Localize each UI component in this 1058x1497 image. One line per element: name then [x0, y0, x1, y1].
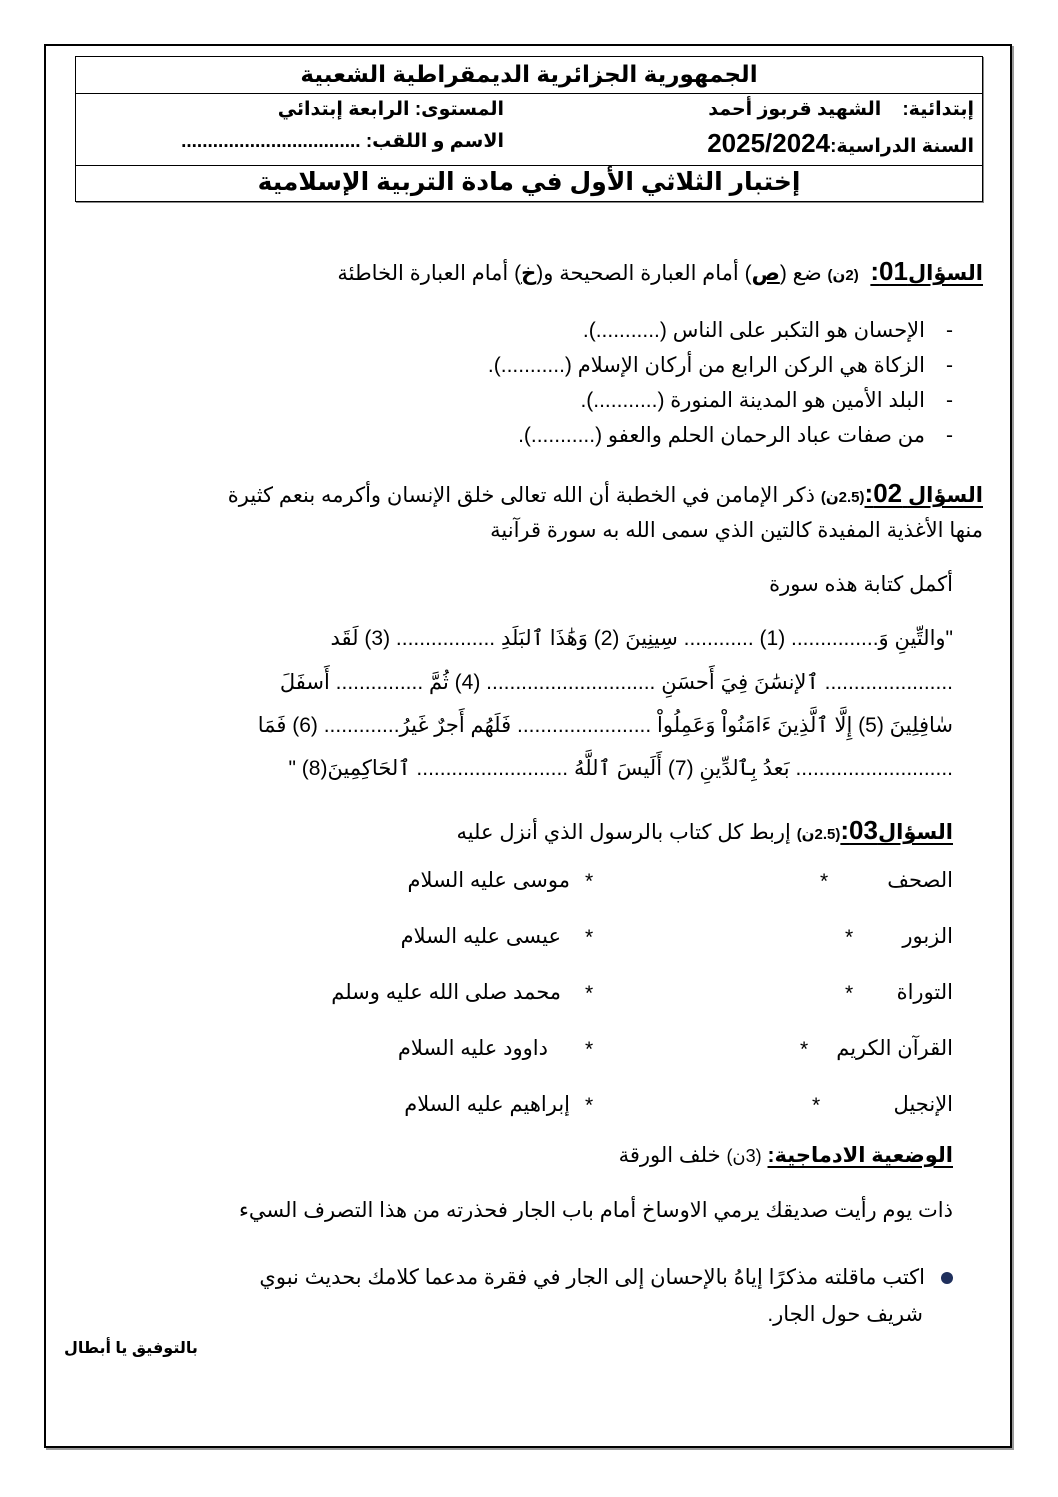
q1-instruction-c: ) أمام العبارة الخاطئة [337, 262, 522, 285]
q1-number: 01 [879, 256, 908, 286]
situation-task [259, 1265, 953, 1290]
situation-task-line2: شريف حول الجار. [767, 1303, 923, 1326]
q2-number: 02 [873, 478, 903, 508]
q3-title [840, 815, 953, 845]
book-star[interactable]: * [845, 982, 854, 1005]
q1-item-text: البلد الأمين هو المدينة المنورة (...........). [580, 389, 925, 412]
q2-title [864, 478, 983, 508]
header-row-exam-title [76, 166, 982, 201]
q2-text-line2: منها الأغذية المفيدة كالتين الذي سمى الله به سورة قرآنية [490, 519, 983, 542]
q1-item [518, 423, 953, 448]
q2-text-line1: ذكر الإمامن في الخطبة أن الله تعالى خلق الإنسان وأكرمه بنعم كثيرة [227, 484, 815, 507]
year-line [707, 128, 974, 159]
exam-title: إختبار الثلاثي الأول في مادة التربية الإسلامية [257, 168, 801, 196]
book-item: الزبور [902, 925, 953, 948]
header-row-info [76, 94, 982, 166]
book-star[interactable]: * [812, 1094, 821, 1117]
q3-instruction: إربط كل كتاب بالرسول الذي أنزل عليه [456, 821, 791, 844]
surah-line: سٰافِلِينَ (5) إِلَّا ٱلَّذِينَ ءَامَنُواْ وَعَمِلُواْ ....................... فَلَهُم أَجرٌ غَيرُ............. (6) فَمَا [257, 714, 953, 737]
name-blank[interactable]: .................................. [181, 131, 361, 152]
book-item: التوراة [896, 981, 953, 1004]
situation-scenario: ذات يوم رأيت صديقك يرمي الاوساخ أمام باب الجار فحذرته من هذا التصرف السيء [239, 1199, 953, 1222]
surah-line: ...................... ٱلإنسَٰنَ فِيَ أَحسَنِ ............................. (4) ثُمَّ ............... أَسفَلَ [279, 671, 953, 694]
name-label: الاسم و اللقب: [365, 131, 504, 152]
q1-colon: : [870, 256, 880, 286]
dash-bullet: - [946, 389, 953, 412]
q3-title-word: السؤال [877, 821, 953, 844]
book-item: الإنجيل [893, 1093, 953, 1116]
q3-points: (2.5ن) [796, 826, 841, 843]
q2-colon: : [864, 478, 874, 508]
messenger-star[interactable]: * [585, 1094, 594, 1117]
q3-colon: : [840, 815, 850, 845]
q1-item [580, 388, 953, 413]
messenger-star[interactable]: * [585, 870, 594, 893]
dash-bullet: - [946, 354, 953, 377]
school-label: إبتدائية: [902, 99, 974, 120]
header-table [75, 56, 983, 202]
year-value: 2025/2024 [707, 128, 831, 158]
q1-item-text: الإحسان هو التكبر على الناس (...........). [582, 319, 925, 342]
messenger-item: عيسى عليه السلام [400, 925, 561, 948]
situation-points: (3ن) [726, 1146, 762, 1166]
q3-number: 03 [849, 815, 878, 845]
dash-bullet: - [946, 319, 953, 342]
name-line [181, 130, 504, 153]
book-item: الصحف [887, 869, 953, 892]
q1-instruction-b: ) أمام العبارة الصحيحة و( [536, 262, 752, 285]
q1-points: (2ن) [827, 267, 859, 284]
q1-title-word: السؤال [907, 262, 983, 285]
q1-item [488, 353, 953, 378]
book-star[interactable]: * [800, 1038, 809, 1061]
messenger-star[interactable]: * [585, 982, 594, 1005]
header-row-republic [76, 57, 982, 94]
level-line [278, 98, 504, 121]
q1-false-mark: خ [521, 262, 537, 285]
book-item: القرآن الكريم [836, 1037, 953, 1060]
q3-heading [456, 815, 953, 846]
republic-title: الجمهورية الجزائرية الديمقراطية الشعبية [300, 61, 758, 87]
page-border [44, 44, 1012, 1448]
q1-instruction-a: ضع ( [779, 262, 822, 285]
q1-title [870, 256, 983, 286]
book-star[interactable]: * [845, 926, 854, 949]
year-label: السنة الدراسية: [830, 136, 974, 157]
surah-line: "والتِّينِ وَ............... (1) ............ سِينِينَ (2) وَهَٰذَا ٱلبَلَدِ ................. (3) لَقَد [330, 627, 953, 650]
messenger-star[interactable]: * [585, 1038, 594, 1061]
situation-task-line1: اكتب ماقلته مذكرًا إياهُ بالإحسان إلى الجار في فقرة مدعما كلامك بحديث نبوي [259, 1266, 925, 1289]
book-star[interactable]: * [820, 870, 829, 893]
school-line [708, 98, 974, 121]
q1-item [583, 318, 953, 343]
messenger-item: محمد صلى الله عليه وسلم [331, 981, 561, 1004]
surah-line: ........................... بَعدُ بِٱلدِّينِ (7) أَلَيسَ ٱللَّهُ .......................... ٱلحَاكِمِينَ(8) " [288, 757, 953, 780]
messenger-item: إبراهيم عليه السلام [404, 1093, 570, 1116]
level-label: المستوى: [414, 99, 504, 120]
q2-title-word: السؤال [907, 484, 983, 507]
q1-item-text: من صفات عباد الرحمان الحلم والعفو (...........). [518, 424, 925, 447]
level-value: الرابعة إبتدائي [277, 99, 410, 120]
situation-heading [619, 1143, 953, 1168]
q2-points: (2.5ن) [820, 489, 865, 506]
messenger-star[interactable]: * [585, 926, 594, 949]
q1-heading [337, 256, 983, 287]
messenger-item: موسى عليه السلام [407, 869, 570, 892]
q1-item-text: الزكاة هي الركن الرابع من أركان الإسلام (...........). [487, 354, 925, 377]
messenger-item: داوود عليه السلام [397, 1037, 548, 1060]
situation-note: خلف الورقة [618, 1144, 721, 1167]
dash-bullet: - [946, 424, 953, 447]
closing-message: بالتوفيق يا أبطال [64, 1340, 198, 1357]
q2-heading [228, 478, 983, 509]
situation-title: الوضعية الادماجية: [767, 1144, 953, 1167]
school-name: الشهيد قربوز أحمد [708, 99, 882, 120]
bullet-icon [941, 1272, 953, 1284]
q1-true-mark: ص [751, 262, 780, 285]
q2-instruction: أكمل كتابة هذه سورة [769, 573, 953, 596]
